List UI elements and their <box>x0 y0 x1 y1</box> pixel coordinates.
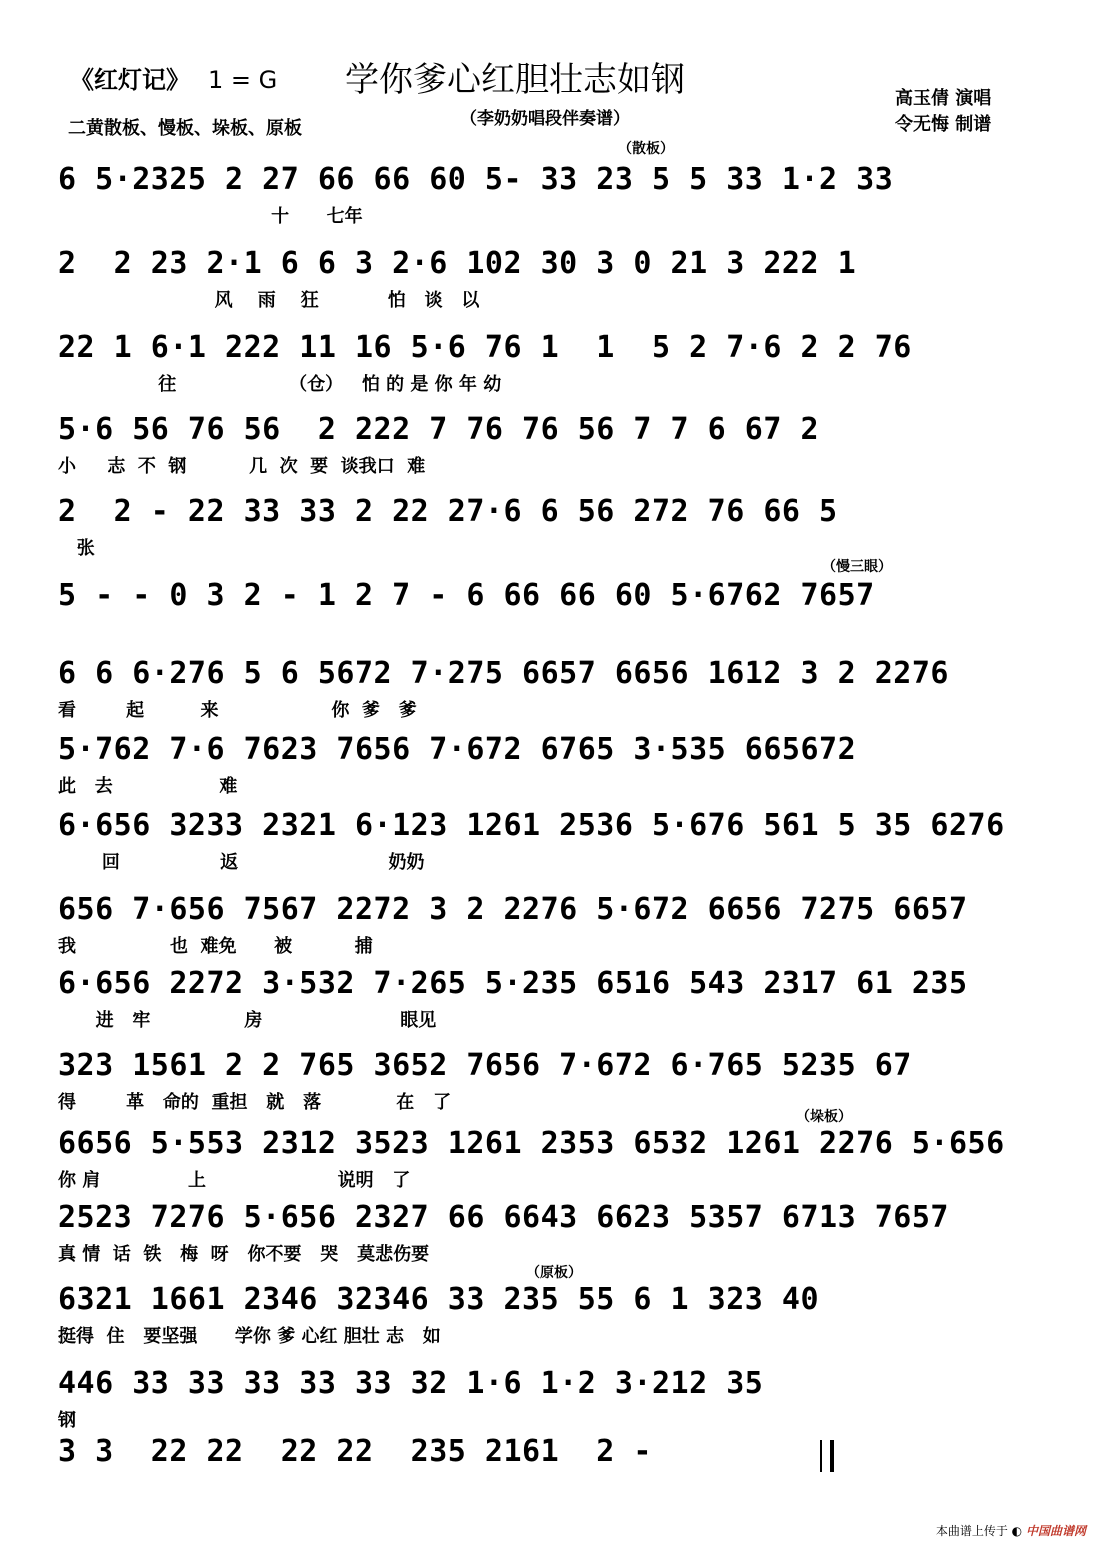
score-line <box>58 1366 1048 1440</box>
footer-upload-text: 本曲谱上传于 <box>935 1524 1008 1538</box>
singer-credit: 高玉倩 演唱 <box>895 88 992 109</box>
page-subtitle: （李奶奶唱段伴奏谱） <box>460 109 630 129</box>
final-double-barline <box>820 1440 834 1472</box>
lyrics-row: 看 起 来 你 爹 爹 <box>58 700 417 721</box>
lyrics-row: 我 也 难免 被 捕 <box>58 936 373 957</box>
score-line <box>58 892 1048 966</box>
notation-row: 2523 7276 5·656 2327 66 6643 6623 5357 6713 7657 <box>58 1200 949 1235</box>
footer-site-name: 中国曲谱网 <box>1025 1524 1086 1538</box>
lyrics-row: 挺得 住 要坚强 学你 爹 心红 胆壮 志 如 <box>58 1326 441 1347</box>
score-line <box>58 412 1048 486</box>
notation-row: 5·6 56 76 56 2 222 7 76 76 56 7 7 6 67 2 <box>58 412 820 447</box>
lyrics-row: 回 返 奶奶 <box>58 852 425 873</box>
lyrics-row: 往 （仓） 怕 的 是 你 年 幼 <box>58 374 502 395</box>
tempo-marker-sanban: （散板） <box>618 141 674 157</box>
lyrics-row: 钢 <box>58 1410 76 1431</box>
mode-label: 二黄散板、慢板、垛板、原板 <box>68 118 302 139</box>
score-line <box>58 808 1048 882</box>
tempo-marker-yuanban: （原板） <box>526 1265 582 1281</box>
score-line <box>58 1434 1048 1508</box>
score-line <box>58 732 1048 806</box>
score-line <box>58 1282 1048 1356</box>
score-line <box>58 656 1048 730</box>
key-signature: 1 = G <box>208 66 278 94</box>
notation-row: 6321 1661 2346 32346 33 235 55 6 1 323 40 <box>58 1282 820 1317</box>
notation-row: 3 3 22 22 22 22 235 2161 2 - <box>58 1434 652 1469</box>
notation-row: 2 2 - 22 33 33 2 22 27·6 6 56 272 76 66 5 <box>58 494 838 529</box>
lyrics-row: 你 肩 上 说明 了 <box>58 1170 411 1191</box>
lyrics-row: 得 革 命的 重担 就 落 在 了 <box>58 1092 452 1113</box>
score-line <box>58 330 1048 404</box>
score-line <box>58 578 1048 652</box>
site-logo-icon: ◐ <box>1011 1524 1023 1538</box>
score-line <box>58 1048 1048 1122</box>
footer <box>936 1522 1086 1539</box>
notation-row: 323 1561 2 2 765 3652 7656 7·672 6·765 5235 67 <box>58 1048 912 1083</box>
notation-row: 656 7·656 7567 2272 3 2 2276 5·672 6656 7275 6657 <box>58 892 968 927</box>
notation-row: 6·656 3233 2321 6·123 1261 2536 5·676 561 5 35 6276 <box>58 808 1005 843</box>
lyrics-row: 此 去 难 <box>58 776 238 797</box>
notation-row: 446 33 33 33 33 33 32 1·6 1·2 3·212 35 <box>58 1366 764 1401</box>
tempo-marker-duoban: （垛板） <box>796 1109 852 1125</box>
score-line <box>58 162 1048 236</box>
notation-row: 6 6 6·276 5 6 5672 7·275 6657 6656 1612 3 2 2276 <box>58 656 949 691</box>
notation-row: 5·762 7·6 7623 7656 7·672 6765 3·535 665672 <box>58 732 857 767</box>
score-line <box>58 1126 1048 1200</box>
lyrics-row: 真 情 话 铁 梅 呀 你不要 哭 莫悲伤要 <box>58 1244 430 1265</box>
score-line <box>58 246 1048 320</box>
lyrics-row: 进 牢 房 眼见 <box>58 1010 437 1031</box>
score-line <box>58 494 1048 568</box>
notation-row: 2 2 23 2·1 6 6 3 2·6 102 30 3 0 21 3 222 1 <box>58 246 857 281</box>
notation-row: 22 1 6·1 222 11 16 5·6 76 1 1 5 2 7·6 2 2 76 <box>58 330 912 365</box>
score-line <box>58 1200 1048 1274</box>
opera-title <box>70 60 277 95</box>
notation-row: 6·656 2272 3·532 7·265 5·235 6516 543 2317 61 235 <box>58 966 968 1001</box>
lyrics-row: 张 <box>58 538 95 559</box>
notation-row: 5 - - 0 3 2 - 1 2 7 - 6 66 66 60 5·6762 7657 <box>58 578 875 613</box>
arranger-credit: 令无悔 制谱 <box>895 114 992 135</box>
lyrics-row: 十 七年 <box>58 206 363 227</box>
score-line <box>58 966 1048 1040</box>
notation-row: 6656 5·553 2312 3523 1261 2353 6532 1261 2276 5·656 <box>58 1126 1005 1161</box>
opera-name: 《红灯记》 <box>70 66 190 94</box>
tempo-marker-manban: （慢三眼） <box>822 559 892 575</box>
lyrics-row: 小 志 不 钢 几 次 要 谈我口 难 <box>58 456 426 477</box>
lyrics-row: 风 雨 狂 怕 谈 以 <box>58 290 480 311</box>
page-title: 学你爹心红胆壮志如钢 <box>345 60 685 100</box>
notation-row: 6 5·2325 2 27 66 66 60 5- 33 23 5 5 33 1·2 33 <box>58 162 894 197</box>
